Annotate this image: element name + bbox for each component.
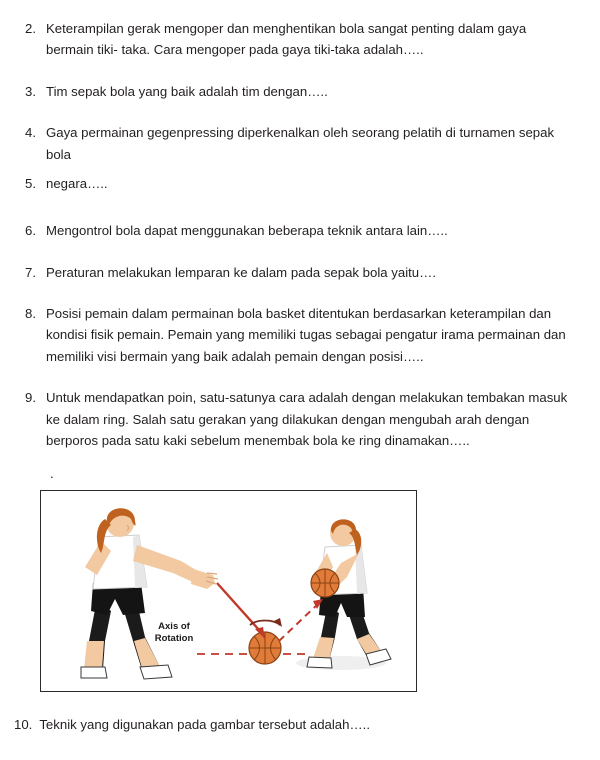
question-text: Tim sepak bola yang baik adalah tim dengan….. bbox=[46, 83, 328, 99]
question-number: 2. bbox=[25, 21, 36, 36]
figure-caption bbox=[141, 621, 207, 645]
bounce-arrow bbox=[279, 603, 319, 641]
question-number: 7. bbox=[25, 264, 36, 280]
question-number: 4. bbox=[25, 125, 36, 141]
question-number: 5. bbox=[25, 175, 36, 191]
question-item bbox=[10, 387, 574, 451]
question-number: 8. bbox=[25, 306, 36, 321]
question-text: Mengontrol bola dapat menggunakan beberapa teknik antara lain….. bbox=[46, 223, 448, 239]
question-text: Peraturan melakukan lemparan ke dalam pada sepak bola yaitu…. bbox=[46, 264, 436, 280]
question-text: negara….. bbox=[46, 175, 108, 191]
question-text: Keterampilan gerak mengoper dan menghentikan bola sangat penting dalam gaya bermain tiki- taka. Cara mengoper pada gaya tiki-taka adalah….. bbox=[46, 21, 527, 58]
question-text: Posisi pemain dalam permainan bola basket ditentukan berdasarkan keterampilan dan kondisi fisik pemain. Pemain yang memiliki tugas sebagai pengatur irama permainan dan memiliki visi bermain yang baik adalah pemain dengan posisi….. bbox=[46, 306, 566, 364]
figure-container bbox=[40, 490, 574, 692]
basketball-pivot-figure bbox=[40, 490, 417, 692]
figure-caption-line1: Axis of bbox=[158, 620, 190, 632]
basketball-illustration-svg bbox=[41, 491, 416, 691]
question-item bbox=[10, 262, 574, 283]
question-number: 3. bbox=[25, 83, 36, 99]
question-list bbox=[10, 18, 574, 451]
question-number: 10. bbox=[14, 716, 33, 732]
question-item bbox=[10, 303, 574, 367]
stray-dot: . bbox=[50, 466, 54, 482]
question-item bbox=[10, 220, 574, 241]
question-text: Teknik yang digunakan pada gambar tersebut adalah….. bbox=[39, 716, 370, 732]
question-item bbox=[10, 173, 574, 194]
question-number: 9. bbox=[25, 390, 36, 406]
question-text: Gaya permainan gegenpressing diperkenalkan oleh seorang pelatih di turnamen sepak bola bbox=[46, 125, 555, 162]
figure-caption-line2: Rotation bbox=[154, 632, 194, 644]
question-item bbox=[10, 81, 574, 102]
pass-arrow bbox=[217, 583, 260, 631]
question-item bbox=[10, 18, 574, 61]
question-item bbox=[10, 122, 574, 165]
question-item-10 bbox=[10, 714, 574, 735]
question-text: Untuk mendapatkan poin, satu-satunya cara adalah dengan melakukan tembakan masuk ke dalam ring. Salah satu gerakan yang dilakukan dengan mengubah arah dengan berporos pada satu kaki sebelum menembak bola ke ring dinamakan….. bbox=[46, 390, 568, 448]
question-number: 6. bbox=[25, 223, 36, 239]
